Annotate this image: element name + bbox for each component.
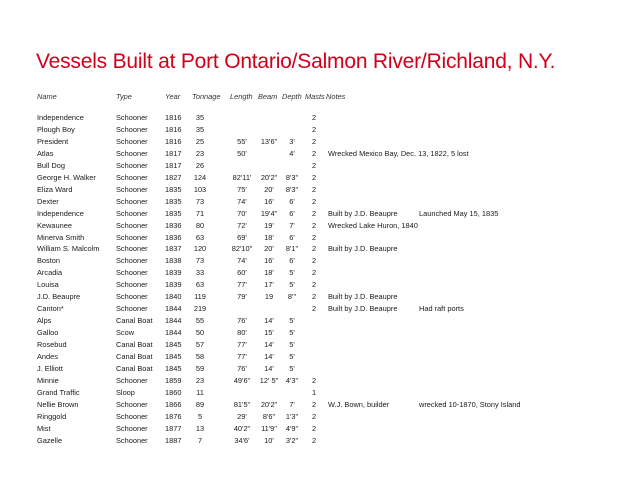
- cell-type: Canal Boat: [116, 352, 153, 361]
- cell-depth: 3': [289, 136, 295, 146]
- cell-type: Schooner: [116, 184, 148, 194]
- cell-name: Louisa: [37, 280, 59, 290]
- cell-name: Eliza Ward: [37, 184, 73, 194]
- table-row: [0, 243, 640, 254]
- cell-beam: 14': [264, 363, 274, 373]
- table-row: [0, 351, 640, 362]
- cell-year: 1844: [165, 304, 182, 314]
- cell-notes-extra: wrecked 10-1870, Stony Island: [419, 399, 521, 409]
- cell-masts: 2: [312, 304, 317, 314]
- cell-length: 82'10": [231, 244, 253, 254]
- cell-type: Schooner: [116, 125, 148, 134]
- cell-type: Schooner: [116, 411, 148, 421]
- cell-masts: 2: [312, 244, 317, 254]
- cell-type: Schooner: [116, 244, 148, 254]
- cell-name: Mist: [37, 423, 51, 433]
- cell-year: 1838: [165, 256, 182, 266]
- cell-beam: 19'4": [260, 208, 278, 218]
- cell-tonnage: 73: [195, 196, 205, 206]
- table-row: [0, 148, 640, 159]
- cell-beam: 19: [264, 292, 274, 302]
- cell-masts: 2: [312, 113, 317, 122]
- cell-beam: 10': [264, 435, 274, 445]
- cell-tonnage: 11: [196, 387, 204, 397]
- cell-masts: 2: [312, 208, 317, 218]
- table-row: [0, 124, 640, 135]
- cell-type: Schooner: [116, 220, 148, 230]
- cell-notes-extra: Had raft ports: [419, 304, 464, 314]
- cell-masts: 2: [312, 399, 317, 409]
- cell-masts: 2: [312, 160, 317, 170]
- cell-beam: 19': [264, 220, 274, 230]
- table-row: [0, 375, 640, 386]
- cell-depth: 4': [289, 148, 295, 158]
- cell-name: President: [37, 136, 69, 146]
- cell-type: Schooner: [116, 268, 148, 278]
- cell-tonnage: 103: [193, 184, 207, 194]
- cell-type: Schooner: [116, 160, 148, 170]
- cell-type: Schooner: [116, 136, 148, 146]
- table-row: [0, 435, 640, 446]
- cell-masts: 2: [312, 423, 317, 433]
- cell-type: Schooner: [116, 375, 148, 385]
- cell-masts: 2: [312, 280, 317, 290]
- cell-year: 1836: [165, 220, 182, 230]
- cell-depth: 8'3": [285, 172, 299, 182]
- cell-beam: 16': [264, 196, 274, 206]
- cell-length: 74': [237, 256, 247, 266]
- cell-name: Bull Dog: [37, 160, 65, 170]
- cell-year: 1845: [165, 363, 182, 373]
- cell-year: 1835: [165, 208, 182, 218]
- cell-beam: 14': [264, 352, 274, 361]
- cell-beam: 11'9": [261, 423, 277, 433]
- cell-type: Schooner: [116, 435, 148, 445]
- cell-length: 74': [237, 196, 247, 206]
- cell-name: Alps: [37, 316, 52, 326]
- cell-name: Independence: [37, 208, 84, 218]
- cell-tonnage: 13: [195, 423, 205, 433]
- cell-length: 80': [237, 328, 247, 338]
- cell-type: Schooner: [116, 113, 148, 122]
- cell-masts: 2: [312, 136, 317, 146]
- cell-masts: 2: [312, 184, 317, 194]
- cell-length: 77': [237, 280, 247, 290]
- cell-length: 81'5": [233, 399, 251, 409]
- cell-tonnage: 63: [195, 232, 205, 242]
- cell-beam: 12' 5": [259, 375, 279, 385]
- cell-year: 1887: [165, 435, 182, 445]
- cell-year: 1817: [165, 148, 182, 158]
- cell-tonnage: 59: [195, 363, 205, 373]
- cell-length: 40'2": [233, 423, 251, 433]
- cell-masts: 2: [312, 232, 317, 242]
- cell-tonnage: 58: [195, 352, 205, 361]
- cell-notes: W.J. Bown, builder: [328, 399, 390, 409]
- cell-name: Rosebud: [37, 340, 67, 349]
- table-row: [0, 387, 640, 398]
- cell-masts: 2: [312, 148, 317, 158]
- cell-tonnage: 57: [195, 340, 205, 349]
- cell-length: 69': [237, 232, 247, 242]
- table-row: [0, 399, 640, 410]
- cell-beam: 20': [264, 244, 274, 254]
- cell-year: 1877: [165, 423, 182, 433]
- cell-name: Atlas: [37, 148, 54, 158]
- cell-tonnage: 35: [195, 113, 205, 122]
- cell-length: 60': [237, 268, 247, 278]
- cell-beam: 13'6": [260, 136, 278, 146]
- cell-masts: 2: [312, 435, 317, 445]
- cell-depth: 4'3": [285, 375, 299, 385]
- cell-length: 77': [237, 352, 247, 361]
- cell-type: Schooner: [116, 232, 148, 242]
- cell-beam: 14': [264, 340, 274, 349]
- cell-year: 1839: [165, 280, 182, 290]
- cell-tonnage: 26: [195, 160, 205, 170]
- header-length: Length: [230, 92, 253, 101]
- cell-type: Sloop: [116, 387, 135, 397]
- cell-name: Ringgold: [37, 411, 67, 421]
- header-type: Type: [116, 92, 132, 101]
- cell-masts: 2: [312, 256, 317, 266]
- cell-masts: 2: [312, 375, 317, 385]
- cell-length: 75': [237, 184, 247, 194]
- cell-tonnage: 63: [195, 280, 205, 290]
- header-notes: Notes: [326, 92, 346, 101]
- cell-tonnage: 5: [197, 411, 203, 421]
- cell-name: Andes: [37, 352, 58, 361]
- cell-name: Boston: [37, 256, 61, 266]
- cell-type: Schooner: [116, 172, 148, 182]
- page-title: Vessels Built at Port Ontario/Salmon River/Richland, N.Y.: [36, 50, 556, 73]
- cell-tonnage: 7: [197, 435, 203, 445]
- cell-beam: 17': [264, 280, 274, 290]
- cell-year: 1845: [165, 352, 182, 361]
- cell-length: 49'6": [233, 375, 251, 385]
- table-row: [0, 136, 640, 147]
- table-row: [0, 255, 640, 266]
- cell-name: J. Elliott: [37, 363, 63, 373]
- cell-year: 1816: [165, 113, 182, 122]
- cell-name: George H. Walker: [37, 172, 96, 182]
- cell-masts: 2: [312, 268, 317, 278]
- cell-type: Schooner: [116, 423, 148, 433]
- cell-tonnage: 23: [195, 148, 205, 158]
- table-row: [0, 339, 640, 350]
- cell-masts: 1: [312, 387, 317, 397]
- cell-notes: Built by J.D. Beaupre: [328, 208, 398, 218]
- cell-tonnage: 120: [193, 244, 207, 254]
- cell-beam: 14': [264, 316, 274, 326]
- cell-depth: 3'2": [285, 435, 299, 445]
- table-row: [0, 220, 640, 231]
- cell-name: Nellie Brown: [37, 399, 79, 409]
- cell-beam: 18': [264, 232, 274, 242]
- cell-year: 1817: [165, 160, 182, 170]
- cell-type: Scow: [116, 328, 135, 338]
- cell-depth: 5': [289, 268, 295, 278]
- cell-length: 76': [237, 316, 247, 326]
- cell-name: Galloo: [37, 328, 59, 338]
- cell-depth: 6': [289, 256, 295, 266]
- cell-year: 1835: [165, 196, 182, 206]
- cell-year: 1866: [165, 399, 182, 409]
- table-row: [0, 172, 640, 183]
- cell-year: 1845: [165, 340, 182, 349]
- cell-type: Schooner: [116, 399, 148, 409]
- cell-depth: 5': [289, 352, 295, 361]
- header-year: Year: [165, 92, 181, 101]
- cell-beam: 20'2": [260, 399, 278, 409]
- cell-name: Canton*: [37, 304, 64, 314]
- cell-tonnage: 55: [195, 316, 205, 326]
- cell-depth: 4'9": [285, 423, 299, 433]
- cell-length: 34'6': [234, 435, 250, 445]
- header-masts: Masts: [305, 92, 325, 101]
- cell-length: 72': [237, 220, 247, 230]
- cell-tonnage: 25: [195, 136, 205, 146]
- table-row: [0, 184, 640, 195]
- cell-depth: 1'3": [285, 411, 299, 421]
- cell-beam: 18': [264, 268, 274, 278]
- cell-type: Schooner: [116, 280, 148, 290]
- cell-depth: 5': [289, 316, 295, 326]
- cell-year: 1844: [165, 328, 182, 338]
- cell-type: Schooner: [116, 292, 148, 302]
- cell-tonnage: 33: [195, 268, 205, 278]
- cell-beam: 20'2": [260, 172, 278, 182]
- cell-depth: 7': [289, 220, 295, 230]
- cell-depth: 6': [289, 232, 295, 242]
- cell-tonnage: 219: [193, 304, 207, 314]
- cell-length: 70': [237, 208, 247, 218]
- table-header-row: [0, 91, 640, 102]
- cell-masts: 2: [312, 220, 317, 230]
- cell-name: Minerva Smith: [37, 232, 85, 242]
- cell-length: 29': [237, 411, 247, 421]
- cell-depth: 5': [289, 328, 295, 338]
- cell-length: 77': [237, 340, 247, 349]
- cell-tonnage: 89: [195, 399, 205, 409]
- cell-length: 55': [237, 136, 247, 146]
- cell-year: 1860: [165, 387, 182, 397]
- cell-masts: 2: [312, 411, 317, 421]
- cell-masts: 2: [312, 172, 317, 182]
- cell-length: 82'11': [232, 172, 252, 182]
- table-row: [0, 363, 640, 374]
- table-row: [0, 196, 640, 207]
- cell-name: Arcadia: [37, 268, 63, 278]
- cell-masts: 2: [312, 292, 317, 302]
- cell-beam: 20': [264, 184, 274, 194]
- cell-beam: 16': [264, 256, 274, 266]
- cell-year: 1859: [165, 375, 182, 385]
- header-tonnage: Tonnage: [192, 92, 221, 101]
- cell-length: 79': [237, 292, 247, 302]
- cell-year: 1844: [165, 316, 182, 326]
- cell-notes: Built by J.D. Beaupre: [328, 292, 398, 302]
- cell-year: 1876: [165, 411, 182, 421]
- cell-depth: 8'1": [285, 244, 299, 254]
- cell-name: Dexter: [37, 196, 59, 206]
- cell-year: 1816: [165, 136, 182, 146]
- cell-type: Schooner: [116, 304, 148, 314]
- cell-type: Canal Boat: [116, 363, 153, 373]
- cell-tonnage: 124: [193, 172, 207, 182]
- cell-year: 1816: [165, 125, 182, 134]
- cell-tonnage: 73: [195, 256, 205, 266]
- cell-type: Canal Boat: [116, 340, 153, 349]
- cell-year: 1836: [165, 232, 182, 242]
- cell-name: J.D. Beaupre: [37, 292, 81, 302]
- cell-length: 76': [237, 363, 247, 373]
- cell-depth: 5': [289, 340, 295, 349]
- cell-tonnage: 71: [195, 208, 205, 218]
- cell-depth: 8'": [287, 292, 297, 302]
- header-beam: Beam: [258, 92, 278, 101]
- cell-name: Gazelle: [37, 435, 63, 445]
- cell-depth: 5': [289, 363, 295, 373]
- cell-tonnage: 80: [195, 220, 205, 230]
- header-name: Name: [37, 92, 57, 101]
- cell-tonnage: 35: [195, 125, 205, 134]
- table-row: [0, 411, 640, 422]
- cell-name: Minnie: [37, 375, 59, 385]
- table-row: [0, 327, 640, 338]
- cell-year: 1837: [165, 244, 182, 254]
- cell-name: Grand Traffic: [37, 387, 80, 397]
- cell-masts: 2: [312, 196, 317, 206]
- cell-type: Schooner: [116, 256, 148, 266]
- cell-notes: Built by J.D. Beaupre: [328, 244, 398, 254]
- cell-tonnage: 119: [194, 292, 206, 302]
- cell-notes: Wrecked Lake Huron, 1840: [328, 220, 418, 230]
- cell-depth: 8'3": [285, 184, 299, 194]
- cell-year: 1840: [165, 292, 182, 302]
- cell-type: Schooner: [116, 148, 148, 158]
- cell-type: Schooner: [116, 208, 148, 218]
- table-row: [0, 267, 640, 278]
- table-row: [0, 160, 640, 171]
- table-row: [0, 423, 640, 434]
- cell-depth: 5': [289, 280, 295, 290]
- cell-year: 1839: [165, 268, 182, 278]
- table-row: [0, 303, 640, 314]
- cell-type: Schooner: [116, 196, 148, 206]
- cell-name: Kewaunee: [37, 220, 72, 230]
- cell-name: Independence: [37, 113, 84, 122]
- table-row: [0, 208, 640, 219]
- cell-masts: 2: [312, 125, 317, 134]
- table-row: [0, 112, 640, 123]
- cell-beam: 15': [264, 328, 274, 338]
- table-row: [0, 232, 640, 243]
- cell-depth: 6': [289, 196, 295, 206]
- cell-tonnage: 50: [195, 328, 205, 338]
- cell-tonnage: 23: [195, 375, 205, 385]
- cell-name: Plough Boy: [37, 125, 75, 134]
- cell-depth: 7': [289, 399, 295, 409]
- cell-length: 50': [237, 148, 247, 158]
- cell-beam: 8'6": [262, 411, 276, 421]
- header-depth: Depth: [282, 92, 302, 101]
- table-row: [0, 279, 640, 290]
- cell-depth: 6': [289, 208, 295, 218]
- cell-year: 1835: [165, 184, 182, 194]
- cell-notes: Wrecked Mexico Bay, Dec. 13, 1822, 5 lost: [328, 148, 469, 158]
- cell-name: William S. Malcolm: [37, 244, 100, 254]
- table-row: [0, 291, 640, 302]
- cell-notes-extra: Launched May 15, 1835: [419, 208, 499, 218]
- cell-type: Canal Boat: [116, 316, 153, 326]
- table-row: [0, 315, 640, 326]
- cell-year: 1827: [165, 172, 182, 182]
- cell-notes: Built by J.D. Beaupre: [328, 304, 398, 314]
